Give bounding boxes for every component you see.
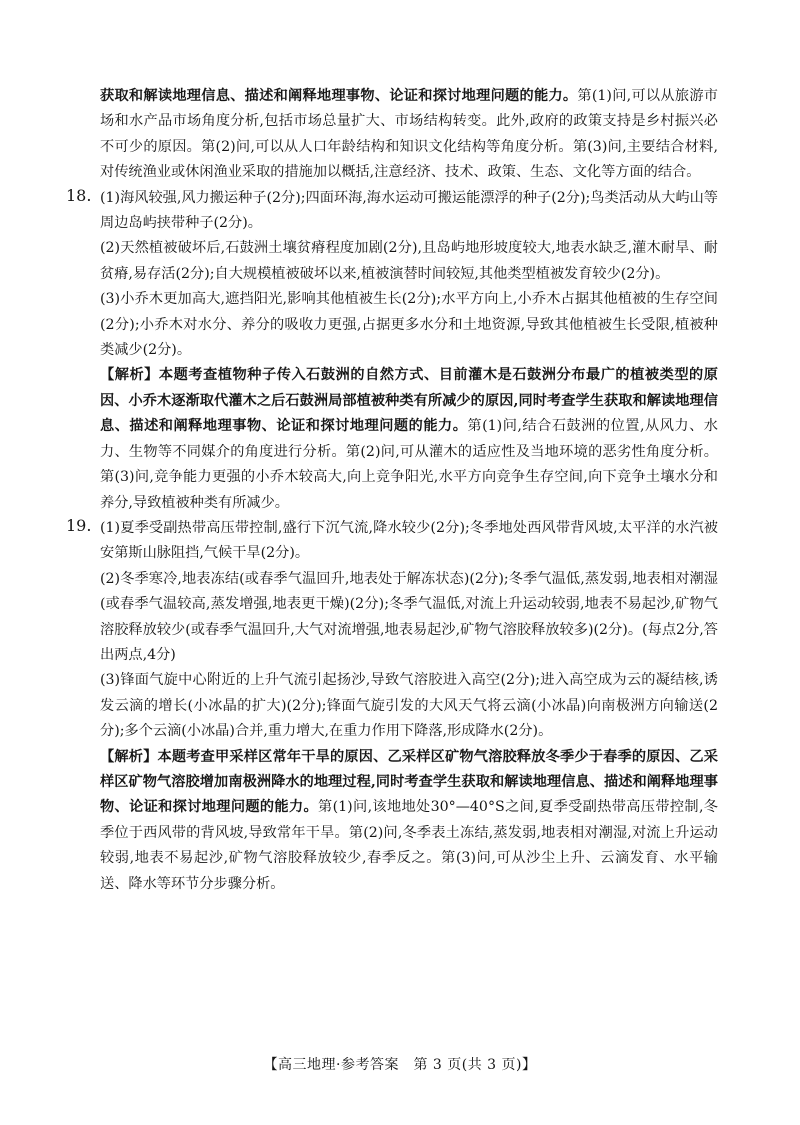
q19-answer-3: (3)锋面气旋中心附近的上升气流引起扬沙,导致气溶胶进入高空(2分);进入高空成为云的凝结核,诱发云滴的增长(小冰晶的扩大)(2分);锋面气旋引发的大风天气将云滴(小冰晶)向南极洲方向输送(2分);多个云滴(小冰晶)合并,重力增大,在重力作用下降落,形成降水(2分)。 — [100, 672, 718, 740]
page-footer: 【高三地理·参考答案 第 3 页(共 3 页)】 — [263, 1057, 537, 1073]
q19-analysis-bold: 本题考查甲采样区常年干旱的原因、乙采样区矿物气溶胶释放冬季少于春季的原因、乙采样区矿物气溶胶增加南极洲降水的地理过程,同时考查学生获取和解读地理信息、描述和阐释地理事物、论证和探讨地理问题的能力。 — [100, 748, 718, 816]
q17-analysis-continuation — [100, 84, 718, 186]
q19-answer-2: (2)冬季寒冷,地表冻结(或春季气温回升,地表处于解冻状态)(2分);冬季气温低,蒸发弱,地表相对潮湿(或春季气温较高,蒸发增强,地表更干燥)(2分);冬季气温低,对流上升运动较弱,地表不易起沙,矿物气溶胶释放较少(或春季气温回升,大气对流增强,地表易起沙,矿物气溶胶释放较多)(2分)。(每点2分,答出两点,4分) — [100, 570, 718, 663]
q18-analysis-bold: 本题考查植物种子传入石鼓洲的自然方式、目前灌木是石鼓洲分布最广的植被类型的原因、小乔木逐渐取代灌木之后石鼓洲局部植被种类有所减少的原因,同时考查学生获取和解读地理信息、描述和阐释地理事物、论证和探讨地理问题的能力。 — [100, 367, 718, 435]
q19-answer-1: (1)夏季受副热带高压带控制,盛行下沉气流,降水较少(2分);冬季地处西风带背风坡,太平洋的水汽被安第斯山脉阻挡,气候干旱(2分)。 — [100, 519, 718, 562]
q18-analysis-rest: 第(1)问,结合石鼓洲的位置,从风力、水力、生物等不同媒介的角度进行分析。第(2)问,可从灌木的适应性及当地环境的恶劣性角度分析。第(3)问,竞争能力更强的小乔木较高大,向上竞争阳光,水平方向竞争生存空间,向下竞争土壤水分和养分,导致植被种类有所减少。 — [100, 418, 718, 511]
q19-analysis — [100, 745, 718, 897]
q18-answer-2: (2)天然植被破坏后,石鼓洲土壤贫瘠程度加剧(2分),且岛屿地形坡度较大,地表水缺乏,灌木耐旱、耐贫瘠,易存活(2分);自大规模植被破坏以来,植被演替时间较短,其他类型植被发育较少(2分)。 — [100, 240, 718, 282]
question-18 — [66, 185, 718, 364]
q18-analysis-tag: 【解析】 — [100, 367, 159, 384]
answer-content — [66, 84, 718, 897]
question-19 — [66, 515, 718, 745]
q19-analysis-tag: 【解析】 — [100, 748, 158, 765]
q18-number: 18. — [66, 185, 92, 205]
q19-number: 19. — [66, 515, 92, 535]
q18-answer-3: (3)小乔木更加高大,遮挡阳光,影响其他植被生长(2分);水平方向上,小乔木占据其他植被的生存空间(2分);小乔木对水分、养分的吸收力更强,占据更多水分和土地资源,导致其他植被生长受限,植被种类减少(2分)。 — [100, 291, 718, 359]
q17-analysis-bold: 获取和解读地理信息、描述和阐释地理事物、论证和探讨地理问题的能力。 — [100, 88, 578, 104]
q17-analysis-rest: 第(1)问,可以从旅游市场和水产品市场角度分析,包括市场总量扩大、市场结构转变。此外,政府的政策支持是乡村振兴必不可少的原因。第(2)问,可以从人口年龄结构和知识文化结构等角度分析。第(3)问,主要结合材料,对传统渔业或休闲渔业采取的措施加以概括,注意经济、技术、政策、生态、文化等方面的结合。 — [100, 88, 718, 181]
q19-analysis-rest: 第(1)问,该地地处30°—40°S之间,夏季受副热带高压带控制,冬季位于西风带的背风坡,导致常年干旱。第(2)问,冬季表土冻结,蒸发弱,地表相对潮湿,对流上升运动较弱,地表不易起沙,矿物气溶胶释放较少,春季反之。第(3)问,可从沙尘上升、云滴发育、水平输送、降水等环节分步骤分析。 — [100, 799, 718, 892]
q18-answer-1: (1)海风较强,风力搬运种子(2分);四面环海,海水运动可搬运能漂浮的种子(2分);鸟类活动从大屿山等周边岛屿挟带种子(2分)。 — [100, 189, 718, 232]
q18-analysis — [100, 363, 718, 515]
